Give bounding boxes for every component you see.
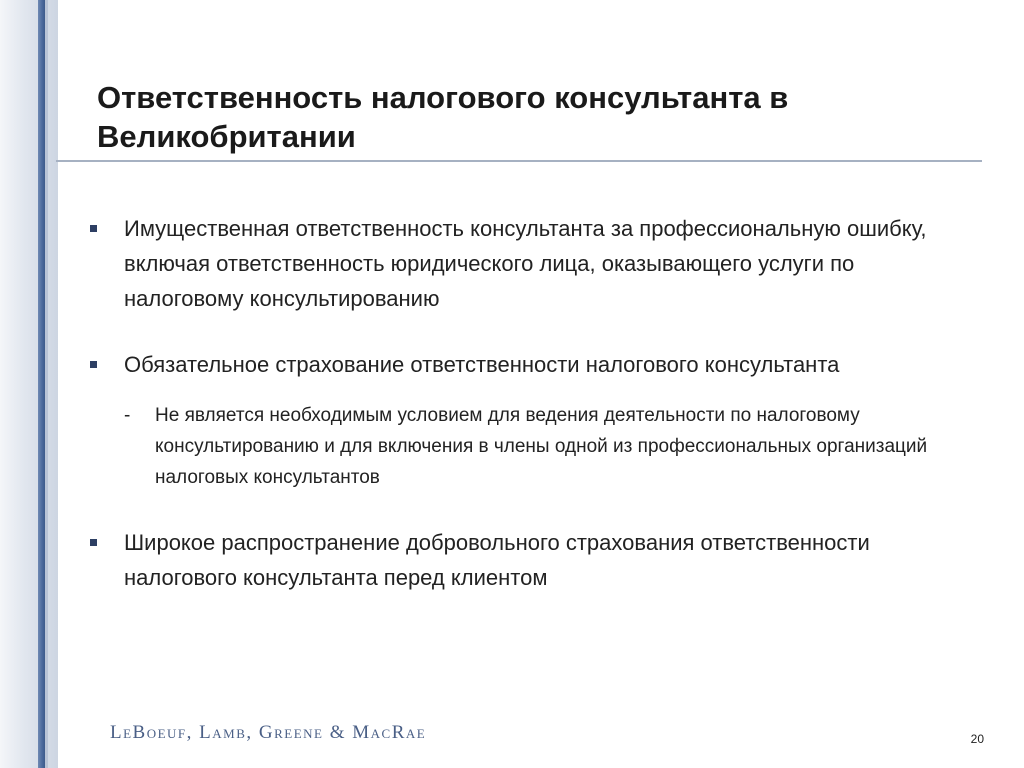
slide-content [90, 211, 970, 595]
sub-bullet-text: Не является необходимым условием для ведения деятельности по налоговому консультированию и для включения в члены одной из профессиональных организаций налоговых консультантов [155, 405, 928, 488]
bullet-square-icon [90, 539, 97, 546]
side-accent-stripe [38, 0, 45, 768]
slide-title: Ответственность налогового консультанта в Великобритании [97, 80, 789, 154]
footer-brand-logo: LeBoeuf, Lamb, Greene & MacRae [110, 722, 427, 743]
bullet-item [90, 211, 970, 316]
sub-bullet-item [124, 400, 970, 493]
bullet-item [90, 525, 970, 595]
title-divider [56, 160, 982, 162]
bullet-square-icon [90, 225, 97, 232]
bullet-text: Широкое распространение добровольного страхования ответственности налогового консультанта перед клиентом [124, 530, 870, 590]
bullet-item [90, 347, 970, 382]
side-bar-edge [45, 0, 48, 768]
dash-marker: - [124, 405, 131, 426]
page-number: 20 [970, 732, 984, 746]
bullet-text: Имущественная ответственность консультанта за профессиональную ошибку, включая ответственность юридического лица, оказывающего услуги по налоговому консультированию [124, 216, 927, 311]
bullet-square-icon [90, 361, 97, 368]
side-decoration-bar [0, 0, 58, 768]
bullet-text: Обязательное страхование ответственности налогового консультанта [124, 352, 840, 377]
